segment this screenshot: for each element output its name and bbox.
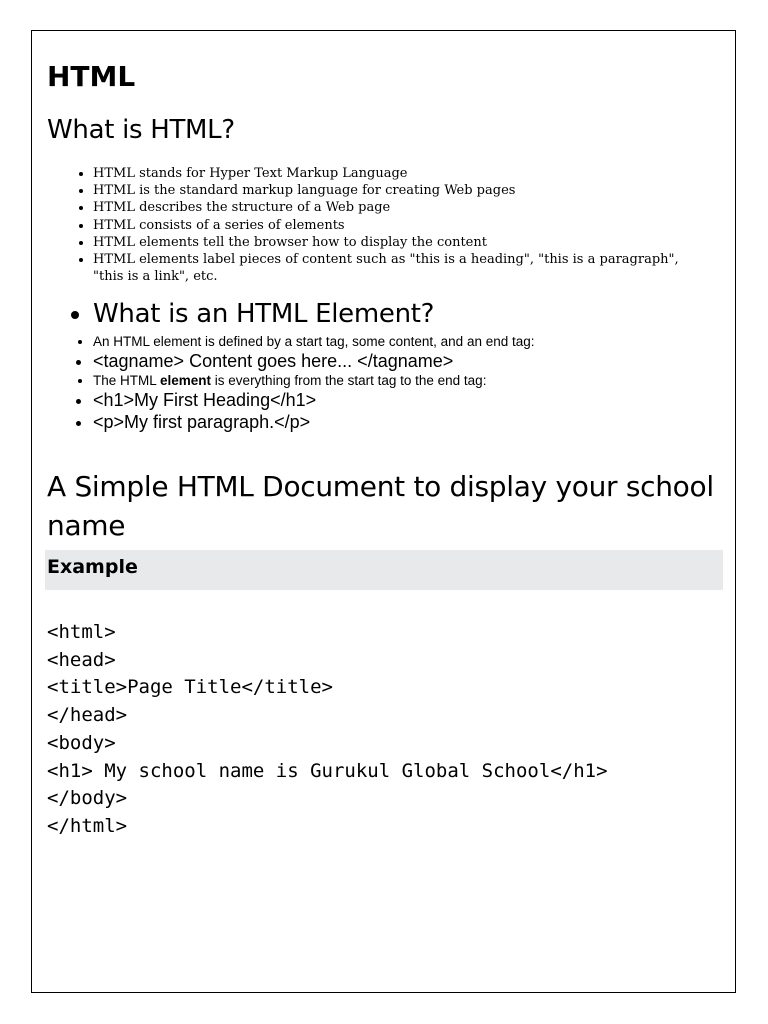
paragraph-example: • <p>My first paragraph.</p> bbox=[93, 411, 707, 433]
heading-example: • <h1>My First Heading</h1> bbox=[93, 389, 707, 411]
what-is-element-heading: • What is an HTML Element? bbox=[93, 295, 707, 333]
code-line: </html> bbox=[47, 814, 128, 837]
explanation-end: is everything from the start tag to the end tag: bbox=[211, 373, 487, 388]
page-title: HTML bbox=[47, 60, 136, 93]
list-item: • HTML describes the structure of a Web page bbox=[93, 199, 707, 216]
code-line: <html> bbox=[47, 621, 116, 643]
list-item: • HTML elements label pieces of content such as "this is a heading", "this is a paragraph", "this is a link", etc. bbox=[93, 251, 707, 285]
explanation-bold-term: element bbox=[160, 373, 212, 388]
simple-document-heading: A Simple HTML Document to display your school name bbox=[47, 470, 714, 542]
code-line: </body> bbox=[47, 787, 128, 810]
code-line: <h1> My school name is Gurukul Global School</h1> bbox=[47, 759, 608, 782]
code-line: </head> bbox=[47, 704, 128, 727]
element-explanation bbox=[93, 372, 707, 389]
code-line: <body> bbox=[47, 731, 116, 754]
explanation-start: The HTML bbox=[93, 373, 161, 388]
list-item: • HTML is the standard markup language for creating Web pages bbox=[93, 182, 707, 199]
html-element-list bbox=[47, 295, 707, 433]
list-item: • HTML elements tell the browser how to display the content bbox=[93, 234, 707, 251]
list-item: • HTML consists of a series of elements bbox=[93, 217, 707, 234]
code-example bbox=[47, 619, 608, 841]
html-facts-list bbox=[47, 165, 707, 285]
code-line: <title>Page Title</title> bbox=[47, 676, 333, 699]
example-label: Example bbox=[47, 556, 138, 578]
element-definition: • An HTML element is defined by a start tag, some content, and an end tag: bbox=[93, 333, 707, 350]
list-item: • HTML stands for Hyper Text Markup Language bbox=[93, 165, 707, 182]
what-is-html-heading: What is HTML? bbox=[47, 115, 235, 145]
tag-syntax: • <tagname> Content goes here... </tagname> bbox=[93, 350, 707, 372]
example-label-bar bbox=[45, 550, 723, 590]
document-page bbox=[31, 30, 736, 993]
code-line: <head> bbox=[47, 648, 116, 671]
